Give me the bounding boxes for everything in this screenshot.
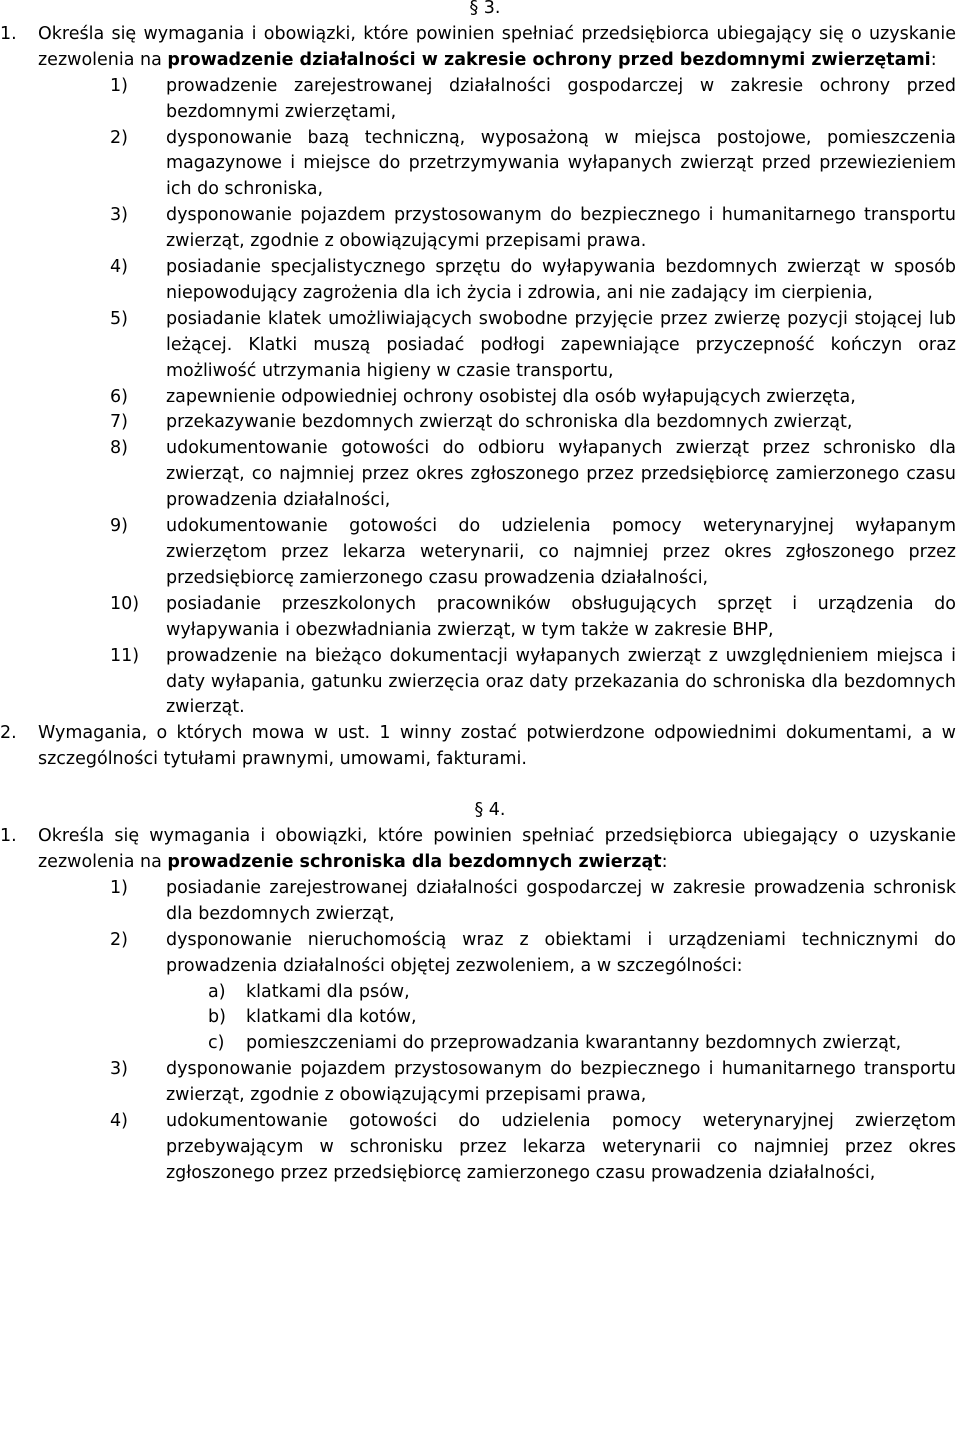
item-text: zapewnienie odpowiedniej ochrony osobistej dla osób wyłapujących zwierzęta, [166, 386, 856, 407]
sub-list-item [208, 1005, 956, 1031]
paragraph-text [38, 22, 956, 74]
list-item [110, 592, 956, 644]
item-number: 3) [110, 1059, 128, 1080]
section-heading-3: § 3. [469, 0, 501, 18]
sub-item-text: klatkami dla kotów, [246, 1007, 417, 1028]
list-item [110, 1109, 956, 1187]
list-item [110, 1057, 956, 1109]
sub-item-text: pomieszczeniami do przeprowadzania kwarantanny bezdomnych zwierząt, [246, 1033, 902, 1054]
paragraph-number: 1. [0, 23, 17, 44]
paragraph-number: 1. [0, 826, 17, 847]
colon: : [661, 851, 668, 872]
item-text: prowadzenie na bieżąco dokumentacji wyłapanych zwierząt z uwzględnieniem miejsca i daty wyłapania, gatunku zwierzęcia oraz daty przekazania do schroniska dla bezdomnych zwierząt. [166, 645, 956, 718]
item-number: 1) [110, 877, 128, 898]
item-text: dysponowanie pojazdem przystosowanym do bezpiecznego i humanitarnego transportu zwierząt, zgodnie z obowiązującymi przepisami prawa, [166, 1059, 956, 1106]
item-text: posiadanie specjalistycznego sprzętu do wyłapywania bezdomnych zwierząt w sposób niepowodujący zagrożenia dla ich życia i zdrowia, ani nie zadający im cierpienia, [166, 257, 956, 303]
item-text: posiadanie zarejestrowanej działalności gospodarczej w zakresie prowadzenia schronisk dla bezdomnych zwierząt, [166, 877, 956, 924]
intro-text: Określa się wymagania i obowiązki, które powinien spełniać przedsiębiorca ubiegający się o uzyskanie zezwolenia na [38, 23, 956, 70]
bold-phrase: prowadzenie schroniska dla bezdomnych zwierząt [167, 851, 662, 872]
paragraph-1 [0, 22, 960, 74]
paragraph-2 [0, 721, 960, 773]
sub-item-letter: c) [208, 1033, 225, 1054]
item-number: 2) [110, 929, 128, 950]
item-text: udokumentowanie gotowości do udzielenia pomocy weterynaryjnej wyłapanym zwierzętom przez lekarza weterynarii, co najmniej przez okres zgłoszonego przez przedsiębiorcę zamierzonego czasu prowadzenia działalności, [166, 516, 956, 588]
item-number: 6) [110, 386, 128, 407]
list-item [110, 255, 956, 307]
paragraph-number: 2. [0, 723, 17, 744]
item-number: 4) [110, 257, 128, 278]
section-heading-4: § 4. [474, 800, 506, 821]
paragraph-text: Wymagania, o których mowa w ust. 1 winny zostać potwierdzone odpowiednimi dokumentami, a w szczególności tytułami prawnymi, umowami, fakturami. [38, 723, 956, 770]
intro-text: Określa się wymagania i obowiązki, które powinien spełniać przedsiębiorca ubiegający o uzyskanie zezwolenia na [38, 826, 956, 872]
list-item [110, 410, 956, 436]
sub-item-letter: b) [208, 1007, 226, 1028]
sub-item-letter: a) [208, 981, 226, 1002]
colon: : [930, 49, 937, 70]
item-text: posiadanie klatek umożliwiających swobodne przyjęcie przez zwierzę pozycji stojącej lub leżącej. Klatki muszą posiadać podłogi zapewniające przyczepność kończyn oraz możliwość utrzymania higieny w czasie transportu, [166, 308, 956, 381]
bold-phrase: prowadzenie działalności w zakresie ochrony przed bezdomnymi zwierzętami [167, 49, 931, 70]
item-number: 11) [110, 645, 140, 666]
list-item [110, 126, 956, 204]
sub-list-item [208, 980, 956, 1006]
sub-list-item [208, 1031, 956, 1057]
list-item [110, 928, 956, 980]
list-item [110, 436, 956, 514]
item-number: 4) [110, 1111, 128, 1132]
item-text: dysponowanie nieruchomością wraz z obiektami i urządzeniami technicznymi do prowadzenia działalności objętej zezwoleniem, a w szczególności: [166, 929, 956, 976]
list-item [110, 514, 956, 592]
item-text: prowadzenie zarejestrowanej działalności gospodarczej w zakresie ochrony przed bezdomnymi zwierzętami, [166, 75, 956, 122]
list-item [110, 74, 956, 126]
list-item [110, 385, 956, 411]
item-number: 2) [110, 127, 128, 148]
paragraph-1 [0, 824, 960, 876]
sub-item-text: klatkami dla psów, [246, 981, 410, 1002]
list-item [110, 307, 956, 385]
list-item [110, 203, 956, 255]
item-number: 1) [110, 75, 128, 96]
item-number: 8) [110, 438, 128, 459]
list-item [110, 644, 956, 722]
item-text: udokumentowanie gotowości do udzielenia pomocy weterynaryjnej zwierzętom przebywającym w schronisku przez lekarza weterynarii co najmniej przez okres zgłoszonego przez przedsiębiorcę zamierzonego czasu prowadzenia działalności, [166, 1111, 956, 1183]
item-number: 9) [110, 516, 128, 537]
paragraph-text [38, 824, 956, 876]
item-number: 10) [110, 593, 140, 614]
list-item [110, 876, 956, 928]
item-text: przekazywanie bezdomnych zwierząt do schroniska dla bezdomnych zwierząt, [166, 412, 853, 433]
item-number: 3) [110, 205, 128, 226]
item-text: dysponowanie pojazdem przystosowanym do bezpiecznego i humanitarnego transportu zwierząt, zgodnie z obowiązującymi przepisami prawa. [166, 205, 956, 252]
item-text: dysponowanie bazą techniczną, wyposażoną w miejsca postojowe, pomieszczenia magazynowe i miejsce do przetrzymywania wyłapanych zwierząt przed przewiezieniem ich do schroniska, [166, 127, 956, 200]
item-text: posiadanie przeszkolonych pracowników obsługujących sprzęt i urządzenia do wyłapywania i obezwładniania zwierząt, w tym także w zakresie BHP, [166, 593, 956, 640]
item-text: udokumentowanie gotowości do odbioru wyłapanych zwierząt przez schronisko dla zwierząt, co najmniej przez okres zgłoszonego przez przedsiębiorcę zamierzonego czasu prowadzenia działalności, [166, 438, 956, 511]
item-number: 7) [110, 412, 128, 433]
item-number: 5) [110, 308, 128, 329]
